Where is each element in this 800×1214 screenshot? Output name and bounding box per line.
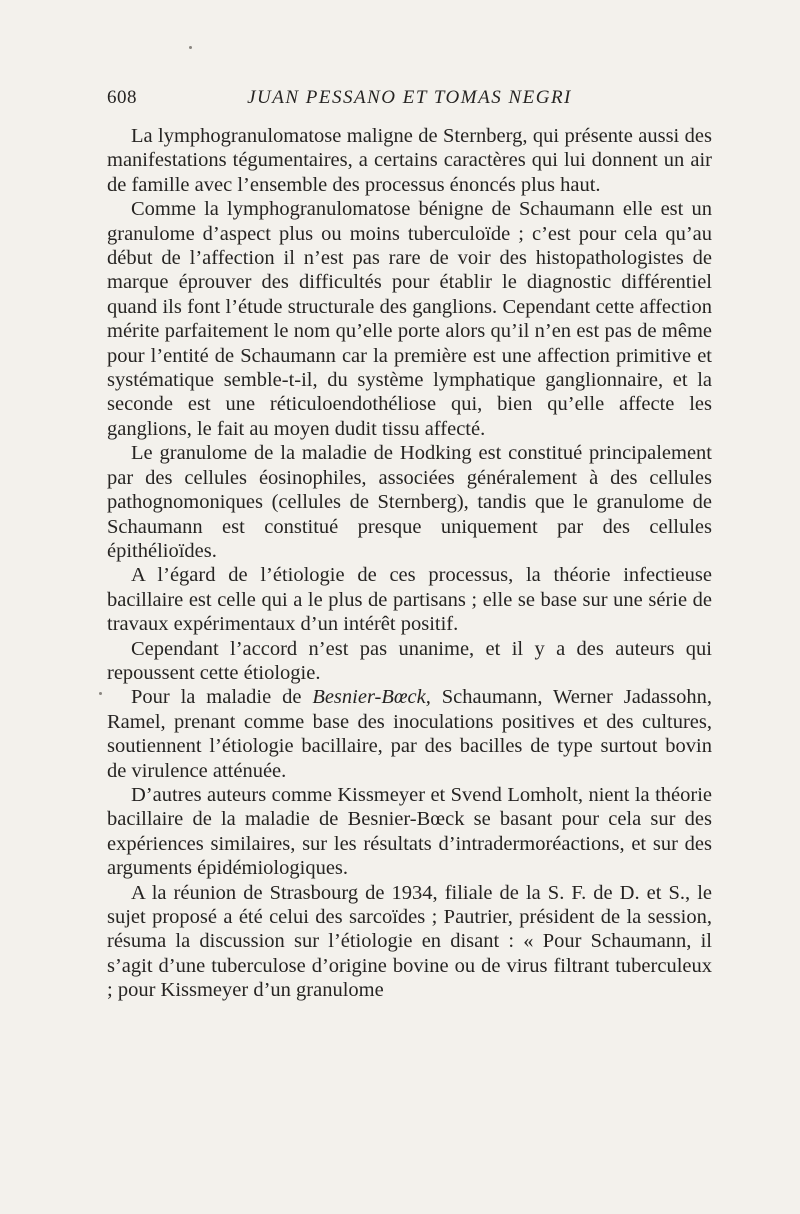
paragraph-sternberg: La lymphogranulomatose maligne de Sternberg, qui présente aussi des manifestations tégumentaires, a certains caractères qui lui donnent un air de famille avec l’ensemble des processus énoncés plus haut. <box>107 125 712 196</box>
paragraph-besnier-boeck <box>107 685 712 783</box>
body-text <box>107 124 712 1003</box>
page-header <box>107 84 712 112</box>
scan-speck-top <box>189 46 192 49</box>
paragraph-accord: Cependant l’accord n’est pas unanime, et il y a des auteurs qui repoussent cette étiologie. <box>107 637 712 684</box>
scan-speck-margin <box>99 692 102 695</box>
paragraph-hodking-granulome: Le granulome de la maladie de Hodking est constitué principalement par des cellules éosinophiles, associées généralement à des cellules pathognomoniques (cellules de Sternberg), tandis que le granulome de Schaumann est constitué presque uniquement par des cellules épithélioïdes. <box>107 442 712 562</box>
paragraph-besnier-boeck-after: Schaumann, Werner Jadassohn, Ramel, prenant comme base des inoculations positives et des cultures, soutiennent l’étiologie bacillaire, par des bacilles de type surtout bovin de virulence atténuée. <box>107 686 712 782</box>
running-head: JUAN PESSANO ET TOMAS NEGRI <box>247 87 572 108</box>
paragraph-besnier-boeck-before: Pour la maladie de <box>131 686 313 709</box>
besnier-boeck-italic: Besnier-Bœck, <box>312 686 431 709</box>
paragraph-schaumann-comparison: Comme la lymphogranulomatose bénigne de Schaumann elle est un granulome d’aspect plus ou moins tuberculoïde ; c’est pour cela qu’au début de l’affection il n’est pas rare de voir des histopathologistes de marque éprouver des difficultés pour établir le diagnostic différentiel quand ils font l’étude structurale des ganglions. Cependant cette affection mérite parfaitement le nom qu’elle porte alors qu’il n’en est pas de même pour l’entité de Schaumann car la première est une affection primitive et systématique semble-t-il, du système lymphatique ganglionnaire, et la seconde est une réticuloendothéliose qui, bien qu’elle affecte les ganglions, le fait au moyen dudit tissu affecté. <box>107 198 712 440</box>
page-number: 608 <box>107 87 137 108</box>
paragraph-strasbourg: A la réunion de Strasbourg de 1934, filiale de la S. F. de D. et S., le sujet proposé a été celui des sarcoïdes ; Pautrier, président de la session, résuma la discussion sur l’étiologie en disant : « Pour Schaumann, il s’agit d’une tuberculose d’origine bovine ou de virus filtrant tuberculeux ; pour Kissmeyer d’un granulome <box>107 881 712 1002</box>
paragraph-kissmeyer: D’autres auteurs comme Kissmeyer et Svend Lomholt, nient la théorie bacillaire de la maladie de Besnier-Bœck se basant pour cela sur des expériences similaires, sur les résultats d’intradermoréactions, et sur des arguments épidémiologiques. <box>107 783 712 880</box>
paragraph-etiologie: A l’égard de l’étiologie de ces processus, la théorie infectieuse bacillaire est celle qui a le plus de partisans ; elle se base sur une série de travaux expérimentaux d’un intérêt positif. <box>107 564 712 636</box>
